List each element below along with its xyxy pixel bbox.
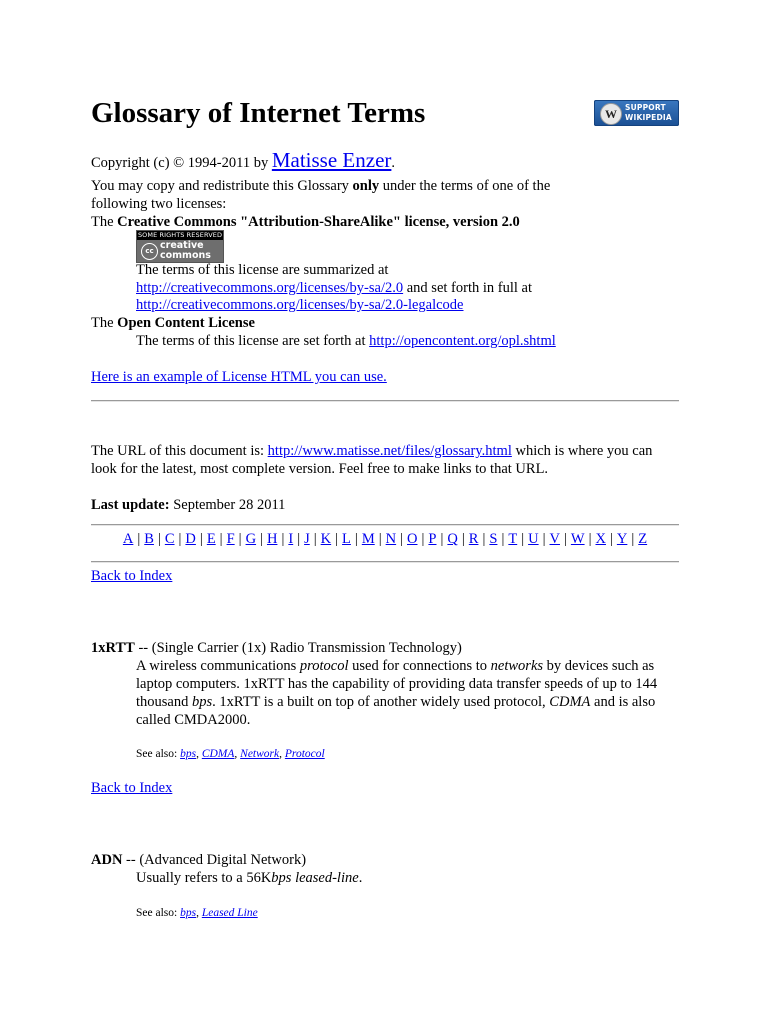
index-letter-m[interactable]: M [361, 531, 375, 547]
index-separator: | [631, 531, 635, 547]
index-letter-e[interactable]: E [206, 531, 216, 547]
index-letter-j[interactable]: J [304, 531, 310, 547]
index-letter-b[interactable]: B [144, 531, 154, 547]
creative-commons-icon: cc [141, 243, 158, 260]
support-badge-line1: SUPPORT [625, 103, 666, 112]
creative-commons-badge[interactable] [136, 230, 224, 263]
index-letter-r[interactable]: R [468, 531, 479, 547]
index-separator: | [157, 531, 161, 547]
cc-license-heading: The Creative Commons "Attribution-ShareAlike" license, version 2.0 [91, 214, 520, 230]
cc-summary-text: The terms of this license are summarized at [136, 262, 389, 278]
see-also-link[interactable]: CDMA [201, 748, 235, 760]
see-also-link[interactable]: Protocol [284, 748, 325, 760]
index-separator: | [335, 531, 339, 547]
index-separator: | [219, 531, 223, 547]
see-also-link[interactable]: bps [180, 907, 197, 919]
index-separator: | [461, 531, 465, 547]
glossary-term-heading: 1xRTT -- (Single Carrier (1x) Radio Transmission Technology) [91, 640, 462, 656]
divider [91, 524, 679, 526]
cc-summary-link[interactable]: http://creativecommons.org/licenses/by-sa/2.0 [136, 280, 404, 296]
last-update [91, 496, 285, 514]
index-letter-k[interactable]: K [320, 531, 332, 547]
cc-summary-line: http://creativecommons.org/licenses/by-sa/2.0 and set forth in full at [136, 280, 532, 296]
index-separator: | [297, 531, 301, 547]
index-separator: | [281, 531, 285, 547]
index-letter-f[interactable]: F [226, 531, 235, 547]
see-also: See also: bps, Leased Line [136, 907, 258, 919]
back-to-index-line [91, 779, 172, 797]
see-also-link[interactable]: Network [240, 748, 280, 760]
index-letter-o[interactable]: O [407, 531, 418, 547]
term-expansion: (Advanced Digital Network) [139, 852, 307, 868]
wikipedia-globe-icon: W [600, 103, 622, 125]
index-letter-q[interactable]: Q [447, 531, 458, 547]
index-separator: | [354, 531, 358, 547]
term-expansion: (Single Carrier (1x) Radio Transmission Technology) [151, 640, 462, 656]
index-letter-x[interactable]: X [595, 531, 606, 547]
cc-legalcode-line [136, 296, 464, 314]
support-wikipedia-button[interactable] [594, 100, 679, 126]
license-html-link[interactable]: Here is an example of License HTML you can use. [91, 369, 387, 385]
open-content-heading: The Open Content License [91, 315, 255, 331]
license-intro-line2: following two licenses: [91, 196, 227, 212]
index-letter-v[interactable]: V [549, 531, 560, 547]
open-content-line: The terms of this license are set forth at http://opencontent.org/opl.shtml [136, 333, 556, 349]
back-to-index-line [91, 567, 172, 585]
index-separator: | [313, 531, 317, 547]
index-separator: | [501, 531, 505, 547]
index-separator: | [588, 531, 592, 547]
index-separator: | [199, 531, 203, 547]
only-emphasis: only [352, 178, 380, 194]
cc-badge-word1: creative [160, 240, 204, 251]
url-info-line2: look for the latest, most complete version. Feel free to make links to that URL. [91, 461, 549, 477]
see-also-link[interactable]: bps [180, 748, 197, 760]
index-separator: | [421, 531, 425, 547]
glossary-term-heading: ADN -- (Advanced Digital Network) [91, 852, 307, 868]
index-letter-w[interactable]: W [570, 531, 585, 547]
index-letter-y[interactable]: Y [616, 531, 628, 547]
page-title: Glossary of Internet Terms [91, 97, 426, 129]
index-separator: | [378, 531, 382, 547]
index-letter-n[interactable]: N [385, 531, 397, 547]
index-separator: | [482, 531, 486, 547]
alphabet-index [91, 530, 679, 548]
back-to-index-link[interactable]: Back to Index [91, 568, 173, 584]
document-url-link[interactable]: http://www.matisse.net/files/glossary.html [267, 443, 512, 459]
license-intro-line1: You may copy and redistribute this Glossary only under the terms of one of the [91, 178, 551, 194]
index-separator: | [521, 531, 525, 547]
index-letter-p[interactable]: P [428, 531, 437, 547]
divider [91, 561, 679, 563]
open-content-link[interactable]: http://opencontent.org/opl.shtml [369, 333, 556, 349]
index-separator: | [440, 531, 444, 547]
last-update-label: Last update: [91, 497, 170, 513]
cc-badge-top-text: SOME RIGHTS RESERVED [137, 231, 223, 239]
see-also-link[interactable]: Leased Line [201, 907, 258, 919]
copyright-line [91, 148, 396, 172]
index-letter-h[interactable]: H [266, 531, 278, 547]
license-html-line [91, 368, 387, 386]
index-letter-t[interactable]: T [508, 531, 518, 547]
index-separator: | [260, 531, 263, 547]
term-description: Usually refers to a 56Kbps leased-line. [136, 870, 363, 886]
cc-legalcode-link[interactable]: http://creativecommons.org/licenses/by-sa/2.0-legalcode [136, 297, 464, 313]
back-to-index-link[interactable]: Back to Index [91, 780, 173, 796]
index-separator: | [400, 531, 404, 547]
index-letter-d[interactable]: D [185, 531, 196, 547]
index-letter-s[interactable]: S [489, 531, 498, 547]
author-link[interactable]: Matisse Enzer [271, 148, 392, 172]
index-separator: | [137, 531, 141, 547]
index-letter-c[interactable]: C [164, 531, 175, 547]
index-letter-i[interactable]: I [288, 531, 294, 547]
divider [91, 400, 679, 402]
cc-badge-word2: commons [160, 249, 211, 261]
term-name: ADN [91, 852, 123, 868]
copyright-prefix: Copyright (c) © 1994-2011 by [91, 155, 272, 171]
index-separator: | [563, 531, 567, 547]
term-name: 1xRTT [91, 640, 135, 656]
see-also: See also: bps, CDMA, Network, Protocol [136, 748, 325, 760]
index-letter-z[interactable]: Z [638, 531, 648, 547]
index-separator: | [609, 531, 613, 547]
index-separator: | [178, 531, 182, 547]
last-update-value: September 28 2011 [169, 497, 286, 513]
url-info-line1: The URL of this document is: http://www.matisse.net/files/glossary.html which is where you can [91, 443, 653, 459]
term-description: A wireless communications protocol used for connections to networks by devices such as laptop computers. 1xRTT has the capability of providing data transfer speeds of up to 144 thousand bps. 1xRTT is a built on top of another widely used protocol, CDMA and is also called CMDA2000. [136, 658, 658, 728]
index-letter-l[interactable]: L [342, 531, 351, 547]
index-letter-g[interactable]: G [245, 531, 257, 547]
index-separator: | [238, 531, 242, 547]
support-badge-line2: WIKIPEDIA [625, 113, 672, 122]
cc-license-name: Creative Commons "Attribution-ShareAlike" license, version 2.0 [117, 214, 520, 230]
index-letter-u[interactable]: U [528, 531, 539, 547]
index-letter-a[interactable]: A [122, 531, 134, 547]
copyright-suffix: . [391, 155, 396, 171]
index-separator: | [542, 531, 546, 547]
open-content-name: Open Content License [117, 315, 255, 331]
